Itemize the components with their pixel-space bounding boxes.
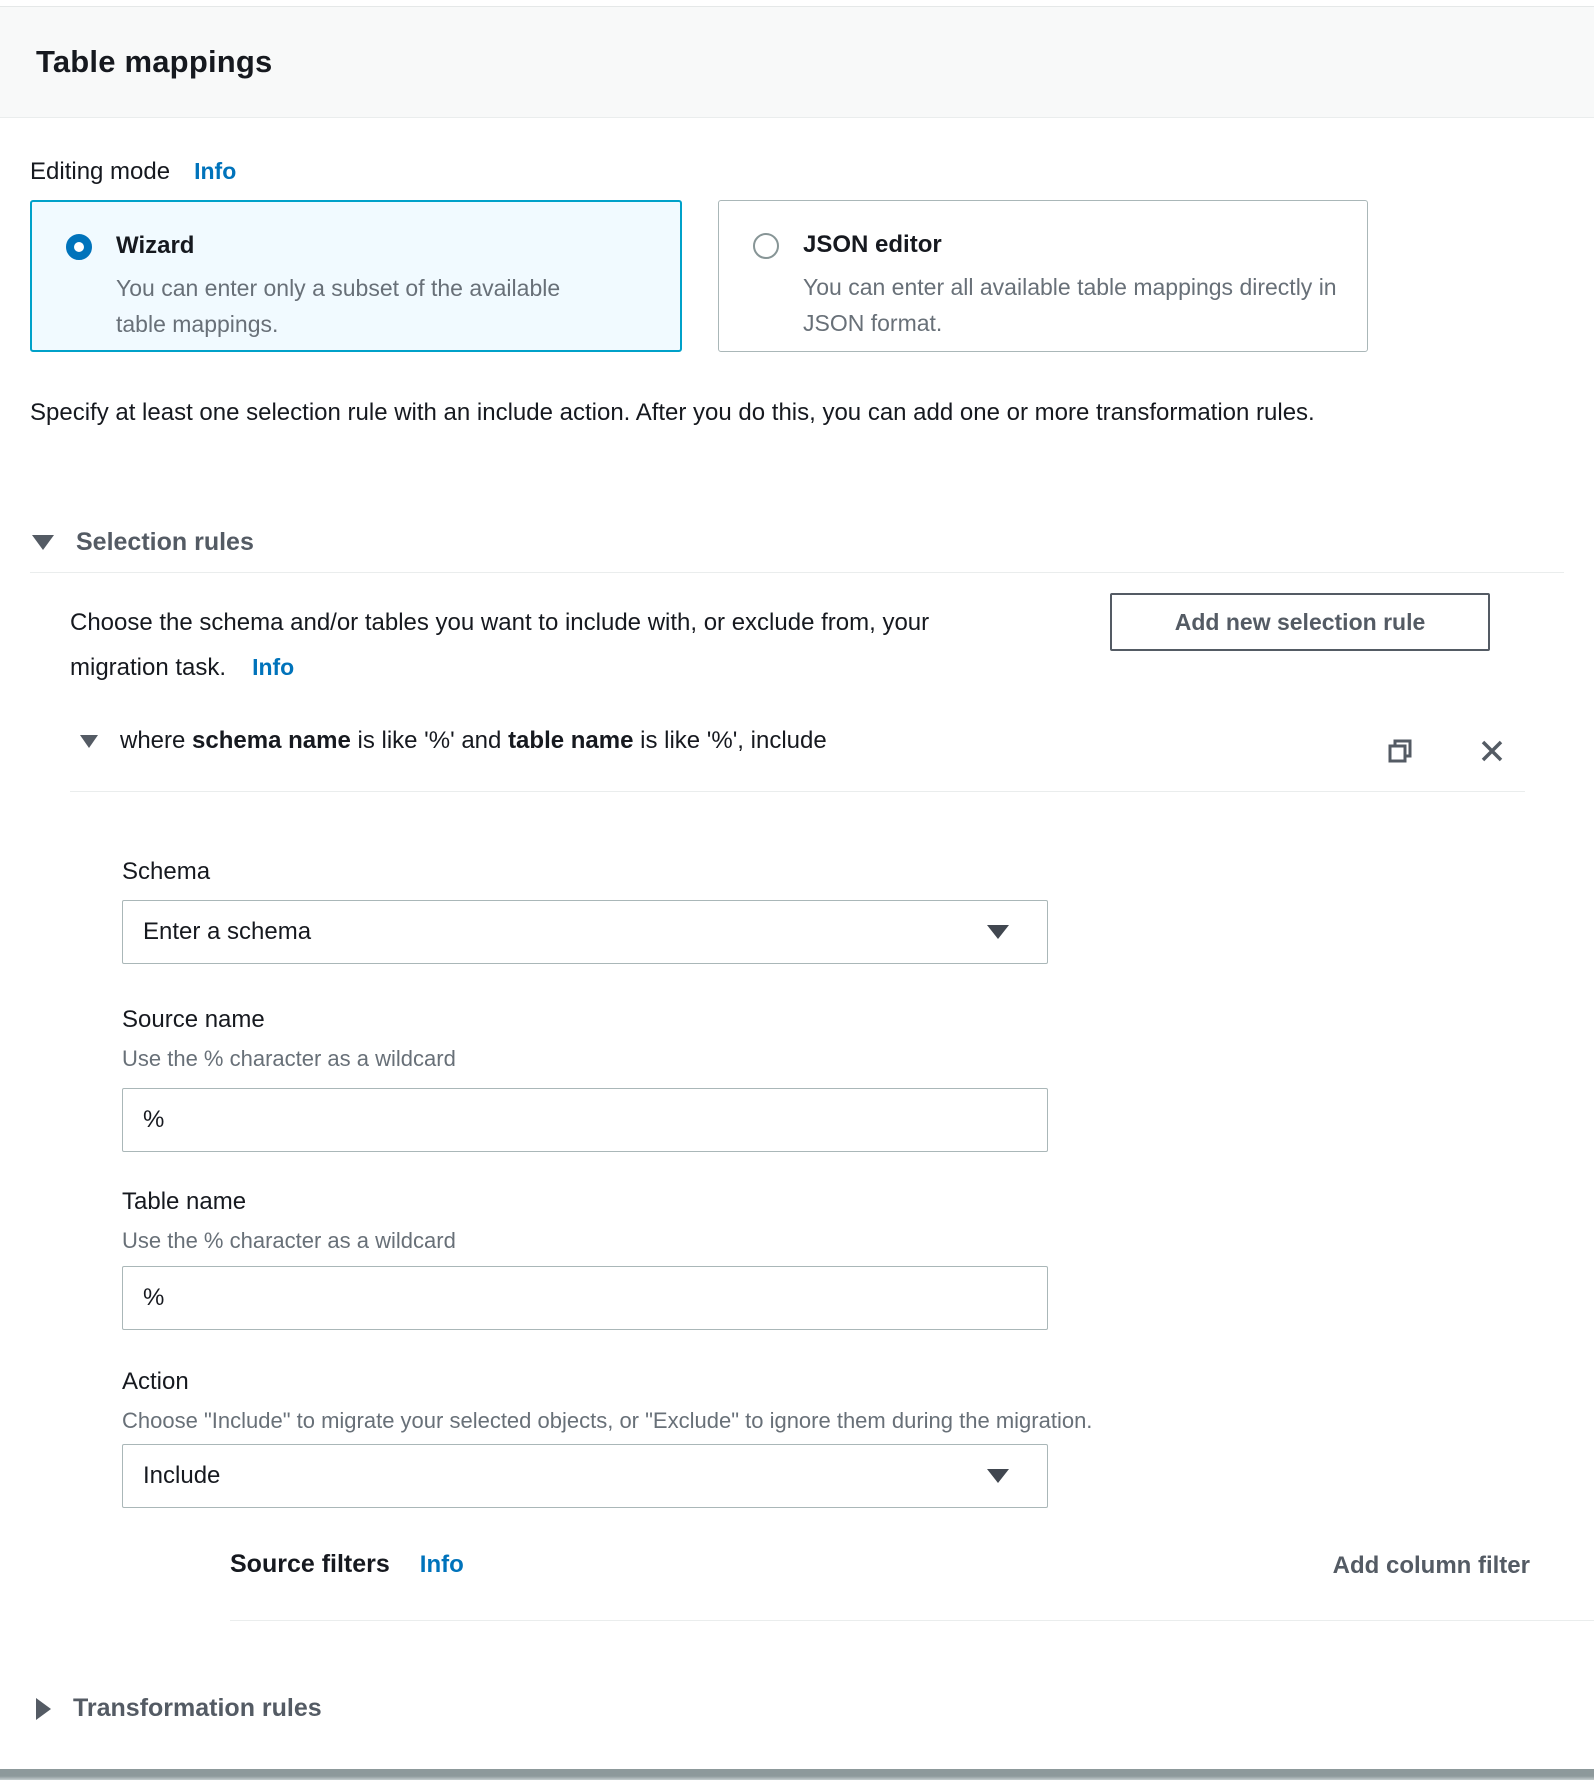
table-name-input[interactable] bbox=[122, 1266, 1048, 1330]
table-name-label: Table name bbox=[122, 1188, 247, 1215]
wizard-option-card[interactable] bbox=[30, 200, 682, 352]
source-filters-info-link[interactable]: Info bbox=[419, 1551, 464, 1578]
copy-icon bbox=[1384, 735, 1416, 767]
add-selection-rule-button[interactable]: Add new selection rule bbox=[1110, 593, 1490, 651]
source-filters-row bbox=[230, 1550, 464, 1579]
schema-select-value: Enter a schema bbox=[143, 918, 312, 945]
wizard-option-title: Wizard bbox=[116, 232, 195, 259]
editing-mode-label: Editing mode bbox=[30, 158, 171, 185]
add-column-filter-button[interactable]: Add column filter bbox=[1332, 1552, 1530, 1579]
rule-summary-schema-condition: is like '%' and bbox=[357, 727, 502, 754]
caret-down-icon bbox=[32, 535, 54, 550]
source-name-hint: Use the % character as a wildcard bbox=[122, 1046, 456, 1071]
action-label: Action bbox=[122, 1368, 189, 1395]
rule-expander[interactable] bbox=[80, 727, 827, 755]
transformation-rules-title: Transformation rules bbox=[73, 1694, 322, 1722]
json-editor-option-card[interactable] bbox=[718, 200, 1368, 352]
remove-rule-button[interactable] bbox=[1476, 735, 1508, 767]
wizard-radio-selected[interactable] bbox=[66, 234, 92, 260]
window-bottom-edge bbox=[0, 1769, 1594, 1780]
json-editor-option-title: JSON editor bbox=[803, 231, 942, 258]
close-icon bbox=[1476, 735, 1508, 767]
rule-summary-where: where bbox=[120, 727, 186, 754]
caret-right-icon bbox=[36, 1698, 51, 1720]
rule-summary-schema-field: schema name bbox=[192, 727, 351, 754]
page-title: Table mappings bbox=[36, 44, 273, 79]
schema-label: Schema bbox=[122, 858, 211, 885]
duplicate-rule-button[interactable] bbox=[1384, 735, 1416, 767]
source-name-label: Source name bbox=[122, 1006, 265, 1033]
selection-rules-description-block bbox=[70, 601, 978, 690]
selection-rules-description: Choose the schema and/or tables you want to include with, or exclude from, your migration task. bbox=[70, 609, 930, 681]
selection-rules-header[interactable] bbox=[32, 528, 254, 557]
table-name-hint: Use the % character as a wildcard bbox=[122, 1228, 456, 1253]
json-editor-option-description: You can enter all available table mappings directly in JSON format. bbox=[803, 274, 1337, 336]
action-select[interactable] bbox=[122, 1444, 1048, 1508]
schema-select[interactable] bbox=[122, 900, 1048, 964]
transformation-rules-header[interactable] bbox=[36, 1694, 322, 1723]
intro-text: Specify at least one selection rule with an include action. After you do this, you can add one or more transformation rules. bbox=[30, 399, 1315, 426]
selection-rules-title: Selection rules bbox=[76, 528, 254, 556]
chevron-down-icon bbox=[987, 1469, 1009, 1483]
rule-summary-table-field: table name bbox=[508, 727, 634, 754]
source-name-input[interactable] bbox=[122, 1088, 1048, 1152]
selection-rules-info-link[interactable]: Info bbox=[252, 654, 295, 680]
editing-mode-info-link[interactable]: Info bbox=[194, 158, 237, 184]
wizard-option-description: You can enter only a subset of the available table mappings. bbox=[116, 275, 561, 337]
chevron-down-icon bbox=[987, 925, 1009, 939]
caret-down-icon bbox=[80, 735, 98, 748]
action-hint: Choose "Include" to migrate your selected objects, or "Exclude" to ignore them during the migration. bbox=[122, 1408, 1093, 1433]
rule-summary bbox=[120, 727, 827, 755]
divider bbox=[30, 572, 1564, 573]
divider bbox=[70, 791, 1525, 792]
source-filters-title: Source filters bbox=[230, 1550, 390, 1578]
rule-summary-table-condition: is like '%', include bbox=[640, 727, 827, 754]
divider bbox=[230, 1620, 1594, 1621]
json-editor-radio-unselected[interactable] bbox=[753, 233, 779, 259]
editing-mode-row bbox=[30, 158, 236, 186]
action-select-value: Include bbox=[143, 1462, 221, 1489]
page-header bbox=[0, 6, 1594, 118]
